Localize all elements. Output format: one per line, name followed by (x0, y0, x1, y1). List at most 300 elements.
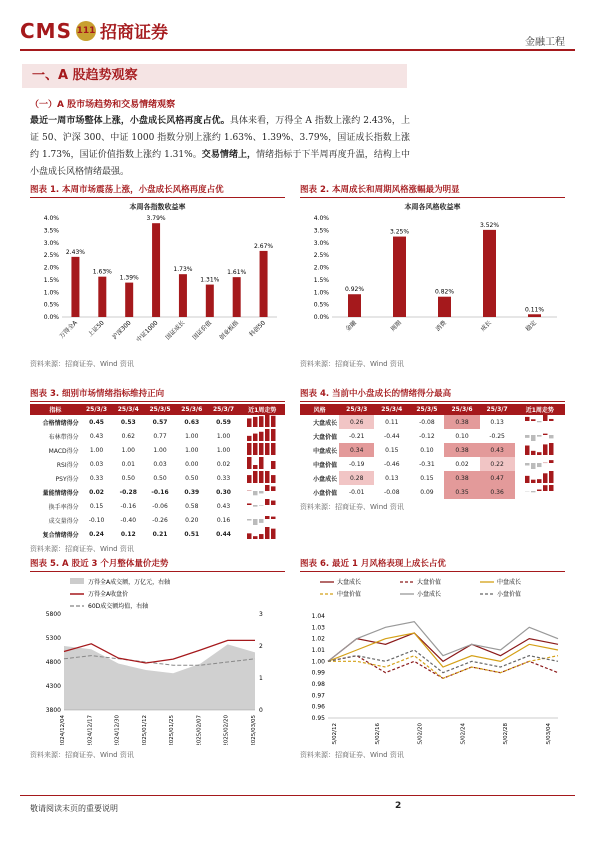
fig2-data-label: 0.92% (344, 286, 365, 294)
spark-bar (259, 519, 264, 523)
body-text-1: 具体来看，万得全 A 指数上涨约 2.43%，上证 50、沪深 300、中证 1000 指数分别上涨约 1.63%、1.39%、3.79%，国证成长指数上涨约 1.73%，国证价值指数上涨约 1.31%。 (30, 116, 410, 160)
legend-label: 大盘成长 (337, 579, 362, 586)
spark-bar (531, 463, 536, 469)
spark-bar (253, 443, 258, 455)
turnover-area (64, 644, 255, 710)
table-header-cell: 指标 (30, 404, 81, 415)
table-header-cell: 25/3/3 (81, 404, 113, 415)
fig1-ytick: 3.0% (43, 239, 59, 247)
style-sentiment-table (300, 404, 565, 499)
legend-label: 小盘价值 (497, 591, 522, 598)
fig2-ytick: 1.0% (313, 289, 329, 297)
table-cell: -0.44 (384, 432, 400, 440)
spark-bar (247, 475, 252, 483)
fig5-ytick-right: 0 (259, 707, 263, 714)
trend-cell (239, 527, 285, 541)
table-cell: 1.00 (153, 446, 167, 454)
fig1-ytick: 2.5% (43, 252, 59, 260)
row-label: PSY得分 (55, 475, 79, 483)
fig2-bar (393, 237, 406, 317)
table-cell: 0.00 (185, 460, 199, 468)
row-label: 成交量得分 (48, 517, 79, 525)
table-row (30, 485, 285, 499)
table-cell: -0.12 (419, 432, 435, 440)
table-cell: 0.38 (444, 443, 479, 457)
fig2-bar (438, 297, 451, 317)
table-cell: 1.00 (185, 446, 199, 454)
table-cell: 0.35 (444, 485, 479, 499)
table-cell: 0.15 (89, 502, 104, 510)
brand-latin: CMS (20, 18, 72, 43)
spark-bar (543, 434, 548, 435)
spark-bar (271, 475, 276, 483)
fig5-xtick: 2024/12/17 (87, 715, 94, 745)
sparkline (524, 471, 556, 483)
table-cell: -0.31 (419, 460, 435, 468)
table-cell: 0.12 (120, 530, 136, 538)
header-category: 金融工程 (525, 37, 565, 48)
table-cell: 0.24 (89, 530, 104, 538)
table-cell: -0.08 (384, 488, 400, 496)
legend-label: 小盘成长 (417, 591, 442, 598)
spark-bar (271, 461, 276, 469)
row-label: RSI得分 (56, 461, 79, 469)
sparkline (524, 443, 556, 455)
spark-bar (253, 465, 258, 469)
table-cell: 0.45 (89, 418, 104, 426)
fig6-ytick: 0.99 (311, 669, 325, 677)
row-label: 复合情绪得分 (42, 531, 79, 539)
fig1-bar (260, 251, 268, 317)
table-cell: 0.02 (455, 460, 469, 468)
spark-bar (549, 443, 554, 455)
spark-bar (265, 415, 270, 427)
figure-5-title: 图表 5. A 股近 3 个月整体量价走势 (30, 557, 285, 572)
figure-6 (300, 557, 565, 760)
spark-bar (259, 471, 264, 483)
fig1-data-label: 2.43% (65, 248, 85, 256)
fig2-xtick: 周期 (389, 319, 403, 333)
table-row (300, 443, 565, 457)
spark-bar (247, 436, 252, 441)
fig1-ytick: 2.0% (43, 264, 59, 272)
spark-bar (271, 517, 276, 519)
fig1-xtick: 上证50 (86, 319, 106, 339)
legend-label: 60D成交额均值，右轴 (88, 603, 149, 610)
table-header-cell: 25/3/3 (339, 404, 374, 415)
figure-2 (300, 183, 565, 369)
sparkline (246, 499, 278, 511)
table-header-cell: 近1周走势 (515, 404, 565, 415)
spark-bar (531, 419, 536, 421)
section-subtitle: （一）A 股市场趋势和交易情绪观察 (30, 100, 176, 110)
table-header-cell: 25/3/5 (409, 404, 444, 415)
table-row (30, 429, 285, 443)
table-cell: 0.16 (216, 516, 231, 524)
table-cell: 0.28 (339, 471, 374, 485)
fig1-ytick: 0.5% (43, 301, 59, 309)
table-header-cell: 25/3/7 (480, 404, 515, 415)
figure-4 (300, 387, 565, 512)
figure-1-chart-title: 本周各指数收益率 (129, 203, 186, 211)
fig1-data-label: 1.63% (92, 268, 112, 276)
table-cell: -0.25 (489, 432, 505, 440)
fig2-ytick: 3.0% (313, 239, 329, 247)
spark-bar (543, 415, 548, 421)
fig5-ytick-left: 5300 (45, 635, 61, 642)
fig1-data-label: 1.31% (200, 276, 220, 284)
table-cell: -0.08 (419, 418, 435, 426)
brand-badge-icon: 111 (76, 21, 96, 41)
trend-cell (239, 415, 285, 429)
trend-cell (239, 513, 285, 527)
table-header-cell: 近1周走势 (239, 404, 285, 415)
table-cell: 0.77 (153, 432, 167, 440)
table-row (300, 471, 565, 485)
spark-bar (265, 485, 270, 491)
fig1-ytick: 0.0% (43, 314, 59, 321)
table-header-row (300, 404, 565, 415)
fig5-xtick: 2025/03/05 (251, 715, 257, 745)
spark-bar (531, 480, 536, 483)
fig5-xtick: 2024/12/30 (114, 715, 121, 745)
table-cell: 0.21 (152, 530, 168, 538)
spark-bar (549, 485, 554, 491)
table-cell: 0.02 (216, 460, 231, 468)
table-cell: 0.22 (480, 457, 515, 471)
table-header-cell: 25/3/7 (208, 404, 240, 415)
spark-bar (537, 479, 542, 483)
table-cell: 0.33 (216, 474, 231, 482)
table-cell: 0.59 (216, 418, 231, 426)
brand-cn: 招商证券 (99, 23, 168, 43)
fig1-ytick: 1.5% (43, 276, 59, 284)
table-cell: -0.21 (348, 432, 365, 440)
spark-bar (265, 471, 270, 483)
fig1-bar (206, 285, 214, 317)
table-cell: 0.15 (385, 446, 399, 454)
row-label: 大盘成长 (313, 419, 338, 427)
table-cell: 0.03 (153, 460, 167, 468)
table-cell: 0.50 (153, 474, 167, 482)
fig2-data-label: 3.52% (479, 221, 500, 229)
legend-label: 万得全A收盘价 (88, 591, 129, 598)
spark-bar (247, 519, 252, 521)
fig6-xtick: 25/02/20 (417, 723, 424, 745)
spark-bar (271, 443, 276, 455)
trend-cell (515, 485, 565, 499)
table-row (30, 471, 285, 485)
table-cell: 1.00 (121, 446, 135, 454)
fig2-data-label: 3.25% (389, 228, 410, 236)
page-number: 2 (395, 801, 402, 811)
trend-cell (239, 457, 285, 471)
spark-bar (271, 429, 276, 441)
row-label: 中盘价值 (313, 461, 338, 469)
table-cell: 0.03 (89, 460, 104, 468)
table-cell: 0.10 (420, 446, 434, 454)
fig1-data-label: 1.73% (173, 266, 193, 274)
table-cell: 0.62 (121, 432, 135, 440)
fig1-bar (152, 223, 160, 317)
row-label: 中盘成长 (313, 447, 338, 455)
table-cell: 0.20 (185, 516, 199, 524)
spark-bar (537, 490, 542, 492)
sparkline (246, 513, 278, 525)
fig1-ytick: 3.5% (43, 227, 59, 235)
spark-bar (549, 471, 554, 483)
table-cell: 1.00 (216, 432, 231, 440)
spark-bar (543, 473, 548, 483)
fig6-ytick: 1.00 (311, 658, 325, 666)
fig5-ytick-right: 3 (259, 611, 263, 618)
fig1-xtick: 中证1000 (135, 319, 160, 344)
fig1-ytick: 4.0% (43, 215, 59, 222)
sparkline (246, 415, 278, 427)
fig2-data-label: 0.82% (434, 288, 455, 296)
table-cell: 0.30 (216, 488, 231, 496)
fig6-xtick: 25/02/24 (460, 723, 467, 745)
figure-3-source: 资料来源：招商证券、Wind 资讯 (30, 545, 134, 553)
table-cell: 0.34 (339, 443, 374, 457)
legend-label: 万得全A成交额，万亿元，右轴 (88, 579, 171, 586)
table-cell: 0.36 (480, 485, 515, 499)
spark-bar (271, 529, 276, 539)
fig1-bar (98, 277, 106, 317)
fig2-ytick: 0.0% (313, 314, 329, 321)
table-cell: 0.38 (444, 415, 479, 429)
fig6-ytick: 0.97 (311, 692, 325, 700)
sparkline (246, 429, 278, 441)
figure-3-title: 图表 3. 细别市场情绪指标维持正向 (30, 387, 285, 402)
fig1-data-label: 1.61% (227, 269, 247, 277)
spark-bar (549, 419, 554, 421)
fig6-ytick: 1.02 (311, 635, 325, 643)
table-row (300, 415, 565, 429)
fig6-ytick: 1.04 (311, 613, 325, 620)
spark-bar (259, 443, 264, 455)
table-cell: 0.15 (420, 474, 434, 482)
trend-cell (239, 443, 285, 457)
table-header-cell: 25/3/5 (144, 404, 176, 415)
trend-cell (515, 415, 565, 429)
table-row (30, 457, 285, 471)
fig5-xtick: 2024/12/04 (60, 715, 66, 745)
spark-bar (537, 452, 542, 455)
sparkline (246, 527, 278, 539)
sparkline (246, 457, 278, 469)
table-row (30, 513, 285, 527)
fig1-xtick: 沪深300 (111, 319, 133, 341)
sparkline (246, 471, 278, 483)
figure-4-source: 资料来源：招商证券、Wind 资讯 (300, 503, 404, 511)
trend-cell (239, 429, 285, 443)
fig2-ytick: 2.0% (313, 264, 329, 272)
fig6-ytick: 0.98 (311, 681, 325, 688)
fig6-ytick: 1.01 (311, 647, 325, 654)
table-header-row (30, 404, 285, 415)
fig1-xtick: 创业板指 (218, 319, 241, 342)
table-cell: 1.00 (89, 446, 104, 454)
figure-1-title: 图表 1. 本周市场震荡上涨，小盘成长风格再度占优 (30, 183, 285, 198)
table-cell: 0.58 (185, 502, 199, 510)
trend-cell (515, 471, 565, 485)
row-label: 小盘成长 (313, 475, 338, 483)
table-cell: 0.43 (89, 432, 104, 440)
spark-bar (525, 435, 530, 438)
table-header-cell: 25/3/4 (374, 404, 409, 415)
spark-bar (265, 429, 270, 441)
table-cell: 0.01 (121, 460, 135, 468)
fig6-xtick: 25/03/04 (546, 723, 552, 745)
fig1-bar (179, 274, 187, 317)
sentiment-table (30, 404, 285, 541)
fig2-bar (483, 230, 496, 317)
fig1-data-label: 1.39% (119, 274, 139, 282)
sparkline (246, 443, 278, 455)
sparkline (524, 415, 556, 427)
fig1-xtick: 科创50 (248, 319, 267, 339)
spark-bar (265, 527, 270, 539)
table-cell: 0.26 (339, 415, 374, 429)
sparkline (524, 429, 556, 441)
table-cell: 0.63 (184, 418, 200, 426)
legend-swatch (70, 578, 84, 584)
fig6-ytick: 0.95 (311, 715, 325, 722)
table-cell: 0.11 (385, 418, 399, 426)
table-cell: -0.16 (120, 502, 137, 510)
spark-bar (253, 471, 258, 483)
spark-bar (259, 505, 264, 506)
spark-bar (253, 417, 258, 427)
spark-bar (253, 434, 258, 441)
spark-bar (247, 533, 252, 539)
spark-bar (543, 444, 548, 455)
table-header-cell: 25/3/6 (444, 404, 479, 415)
trend-cell (239, 499, 285, 513)
table-cell: 0.50 (185, 474, 199, 482)
table-cell: -0.16 (151, 488, 169, 496)
fig2-xtick: 稳定 (524, 319, 538, 333)
figure-5-chart (30, 572, 285, 745)
spark-bar (259, 416, 264, 427)
fig5-xtick: 2025/02/20 (223, 715, 230, 745)
legend-label: 中盘价值 (337, 591, 362, 598)
fig1-xtick: 国证价值 (191, 319, 214, 342)
table-cell: -0.46 (384, 460, 400, 468)
figure-6-source: 资料来源：招商证券、Wind 资讯 (300, 751, 404, 759)
spark-bar (259, 457, 264, 469)
fig2-ytick: 3.5% (313, 227, 329, 235)
trend-cell (239, 485, 285, 499)
fig5-ytick-right: 2 (259, 643, 263, 650)
section-title: 一、A 股趋势观察 (22, 64, 407, 88)
table-cell: 1.00 (216, 446, 231, 454)
figure-2-title: 图表 2. 本周成长和周期风格涨幅最为明显 (300, 183, 565, 198)
fig5-xtick: 2025/01/12 (141, 715, 148, 745)
fig2-ytick: 1.5% (313, 276, 329, 284)
fig1-xtick: 国证成长 (164, 319, 187, 342)
table-header-cell: 风格 (300, 404, 339, 415)
figure-3 (30, 387, 285, 554)
spark-bar (537, 435, 542, 437)
table-cell: 0.39 (184, 488, 200, 496)
fig5-ytick-left: 5800 (45, 611, 61, 618)
spark-bar (253, 536, 258, 539)
spark-bar (271, 486, 276, 491)
spark-bar (549, 435, 554, 438)
figure-2-chart-title: 本周各风格收益率 (404, 203, 461, 211)
spark-bar (253, 505, 258, 507)
table-row (30, 415, 285, 429)
figure-2-chart (300, 212, 565, 352)
table-row (30, 527, 285, 541)
spark-bar (265, 443, 270, 455)
table-cell: -0.26 (152, 516, 168, 524)
fig2-data-label: 0.11% (524, 306, 545, 314)
legend-label: 中盘成长 (497, 579, 522, 586)
table-cell: -0.28 (119, 488, 137, 496)
trend-cell (515, 443, 565, 457)
table-cell: -0.40 (120, 516, 137, 524)
header-divider (20, 49, 575, 51)
trend-cell (515, 457, 565, 471)
spark-bar (271, 416, 276, 427)
table-row (30, 443, 285, 457)
fig2-xtick: 消费 (434, 319, 448, 333)
figure-5 (30, 557, 285, 760)
spark-bar (525, 417, 530, 421)
table-cell: 0.44 (216, 530, 231, 538)
fig2-bar (348, 294, 361, 317)
spark-bar (549, 460, 554, 463)
spark-bar (525, 446, 530, 455)
spark-bar (537, 421, 542, 422)
spark-bar (259, 432, 264, 441)
fig1-data-label: 3.79% (146, 215, 166, 223)
figure-1-chart (30, 212, 285, 352)
table-cell: 0.13 (385, 474, 399, 482)
row-label: 小盘价值 (313, 489, 338, 497)
table-cell: 0.13 (490, 418, 504, 426)
sparkline (246, 485, 278, 497)
table-row (300, 457, 565, 471)
spark-bar (247, 443, 252, 455)
fig5-xtick: 2025/02/07 (196, 715, 203, 745)
table-cell: -0.10 (88, 516, 105, 524)
fig5-ytick-right: 1 (259, 675, 263, 682)
table-cell: 0.02 (89, 488, 104, 496)
fig1-bar (233, 277, 241, 317)
fig2-ytick: 0.5% (313, 301, 329, 309)
figure-1-source: 资料来源：招商证券、Wind 资讯 (30, 360, 134, 368)
spark-bar (253, 519, 258, 525)
fig1-bar (71, 257, 79, 317)
table-cell: 0.09 (420, 488, 434, 496)
fig6-xtick: 25/02/12 (332, 723, 338, 745)
fig2-xtick: 成长 (479, 319, 493, 333)
table-cell: 0.43 (216, 502, 231, 510)
footer-notice: 敬请阅读末页的重要说明 (30, 804, 118, 813)
body-bold-2: 交易情绪上， (201, 150, 257, 160)
spark-bar (259, 491, 264, 493)
table-cell: -0.19 (348, 460, 365, 468)
spark-bar (531, 491, 536, 492)
brand-logo (20, 18, 168, 43)
fig2-bar (528, 314, 541, 317)
fig1-bar (125, 283, 133, 317)
table-cell: -0.06 (152, 502, 168, 510)
